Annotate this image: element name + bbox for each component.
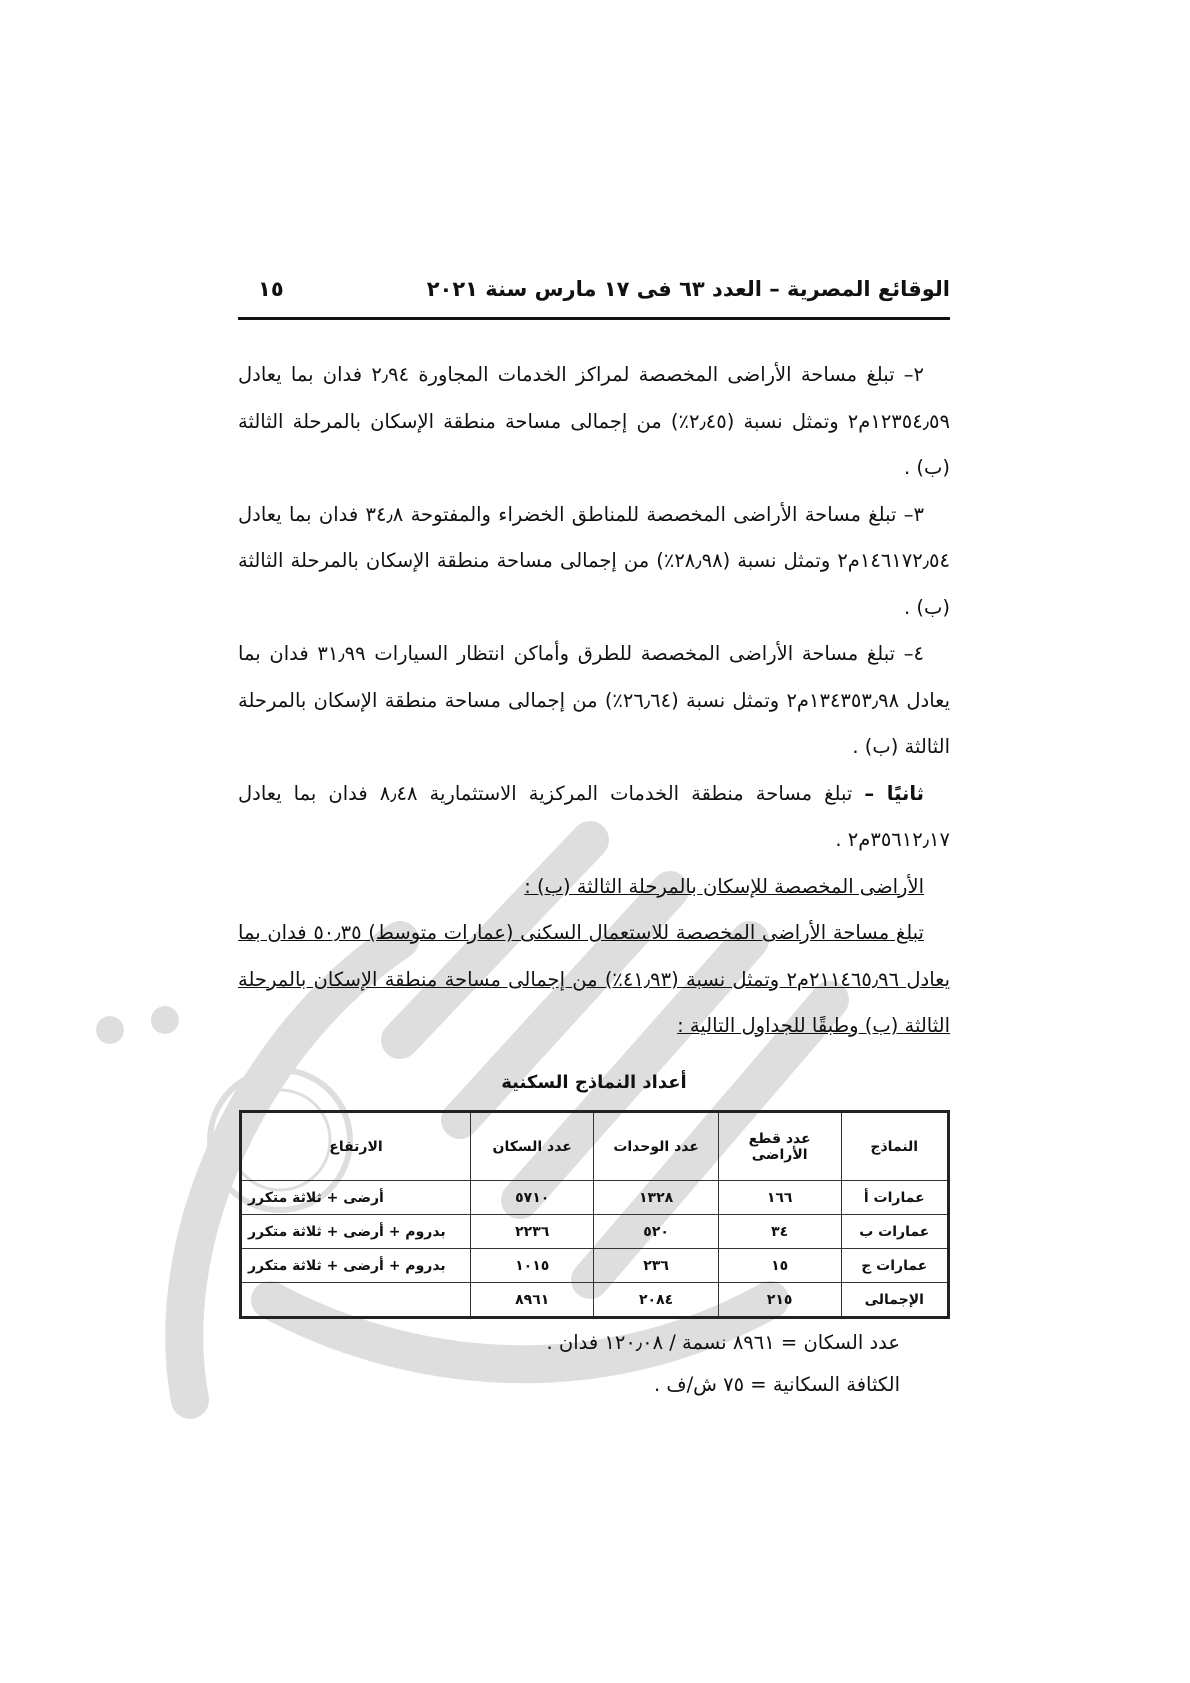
header-height: الارتفاع [241,1112,471,1181]
header-plots: عدد قطع الأراضى [718,1112,841,1181]
cell-units: ٥٢٠ [594,1215,718,1249]
cell-model: عمارات أ [841,1181,948,1215]
cell-height [241,1283,471,1318]
residential-models-table [239,1110,950,1319]
page-number: ١٥ [258,277,284,301]
paragraph-second [238,771,950,864]
paragraph-item-4: ٤– تبلغ مساحة الأراضى المخصصة للطرق وأماكن انتظار السيارات ٣١٫٩٩ فدان بما يعادل ١٣٤٣٥٣٫٩٨م٢ وتمثل نسبة (٢٦٫٦٤٪) من إجمالى مساحة منطقة الإسكان بالمرحلة الثالثة (ب) . [238,642,951,758]
cell-population: ٨٩٦١ [471,1283,594,1318]
cell-height: بدروم + أرضى + ثلاثة متكرر [241,1215,471,1249]
housing-paragraph: تبلغ مساحة الأراضى المخصصة للاستعمال السكنى (عمارات متوسط) ٥٠٫٣٥ فدان بما يعادل ٢١١٤٦٥٫٩٦م٢ وتمثل نسبة (٤١٫٩٣٪) من إجمالى مساحة منطقة الإسكان بالمرحلة الثالثة (ب) وطبقًا للجداول التالية : [238,921,951,1037]
summary-lines [238,1322,950,1406]
second-text: تبلغ مساحة منطقة الخدمات المركزية الاستثمارية ٨٫٤٨ فدان بما يعادل ٣٥٦١٢٫١٧م٢ . [238,781,950,851]
document-body [238,352,950,1050]
header-population: عدد السكان [471,1112,594,1181]
table-row [241,1215,949,1249]
population-line: عدد السكان = ٨٩٦١ نسمة / ١٢٠٫٠٨ فدان . [546,1331,900,1354]
cell-population: ٢٢٣٦ [471,1215,594,1249]
housing-heading: الأراضى المخصصة للإسكان بالمرحلة الثالثة (ب) : [524,874,924,898]
cell-model: عمارات ج [841,1249,948,1283]
header-models: النماذج [841,1112,948,1181]
header-units: عدد الوحدات [594,1112,718,1181]
table-row [241,1249,949,1283]
cell-plots: ١٦٦ [718,1181,841,1215]
paragraph-item-2: ٢– تبلغ مساحة الأراضى المخصصة لمراكز الخدمات المجاورة ٢٫٩٤ فدان بما يعادل ١٢٣٥٤٫٥٩م٢ وتمثل نسبة (٢٫٤٥٪) من إجمالى مساحة منطقة الإسكان بالمرحلة الثالثة (ب) . [238,363,950,479]
second-label: ثانيًا – [864,781,924,805]
table-total-row [241,1283,949,1318]
table-row [241,1181,949,1215]
cell-units: ٢٠٨٤ [594,1283,718,1318]
cell-height: أرضى + ثلاثة متكرر [241,1181,471,1215]
cell-height: بدروم + أرضى + ثلاثة متكرر [241,1249,471,1283]
cell-units: ٢٣٦ [594,1249,718,1283]
cell-model: عمارات ب [841,1215,948,1249]
density-line: الكثافة السكانية = ٧٥ ش/ف . [653,1373,900,1396]
cell-model: الإجمالى [841,1283,948,1318]
header-divider [238,317,950,320]
cell-plots: ٢١٥ [718,1283,841,1318]
table-header-row [241,1112,949,1181]
cell-population: ١٠١٥ [471,1249,594,1283]
page-header [238,273,950,305]
cell-units: ١٣٢٨ [594,1181,718,1215]
cell-plots: ٣٤ [718,1215,841,1249]
publication-title: الوقائع المصرية – العدد ٦٣ فى ١٧ مارس سنة ٢٠٢١ [426,277,950,301]
paragraph-item-3: ٣– تبلغ مساحة الأراضى المخصصة للمناطق الخضراء والمفتوحة ٣٤٫٨ فدان بما يعادل ١٤٦١٧٢٫٥٤م٢ وتمثل نسبة (٢٨٫٩٨٪) من إجمالى مساحة منطقة الإسكان بالمرحلة الثالثة (ب) . [238,502,950,619]
table-title: أعداد النماذج السكنية [501,1072,687,1093]
cell-population: ٥٧١٠ [471,1181,594,1215]
cell-plots: ١٥ [718,1249,841,1283]
